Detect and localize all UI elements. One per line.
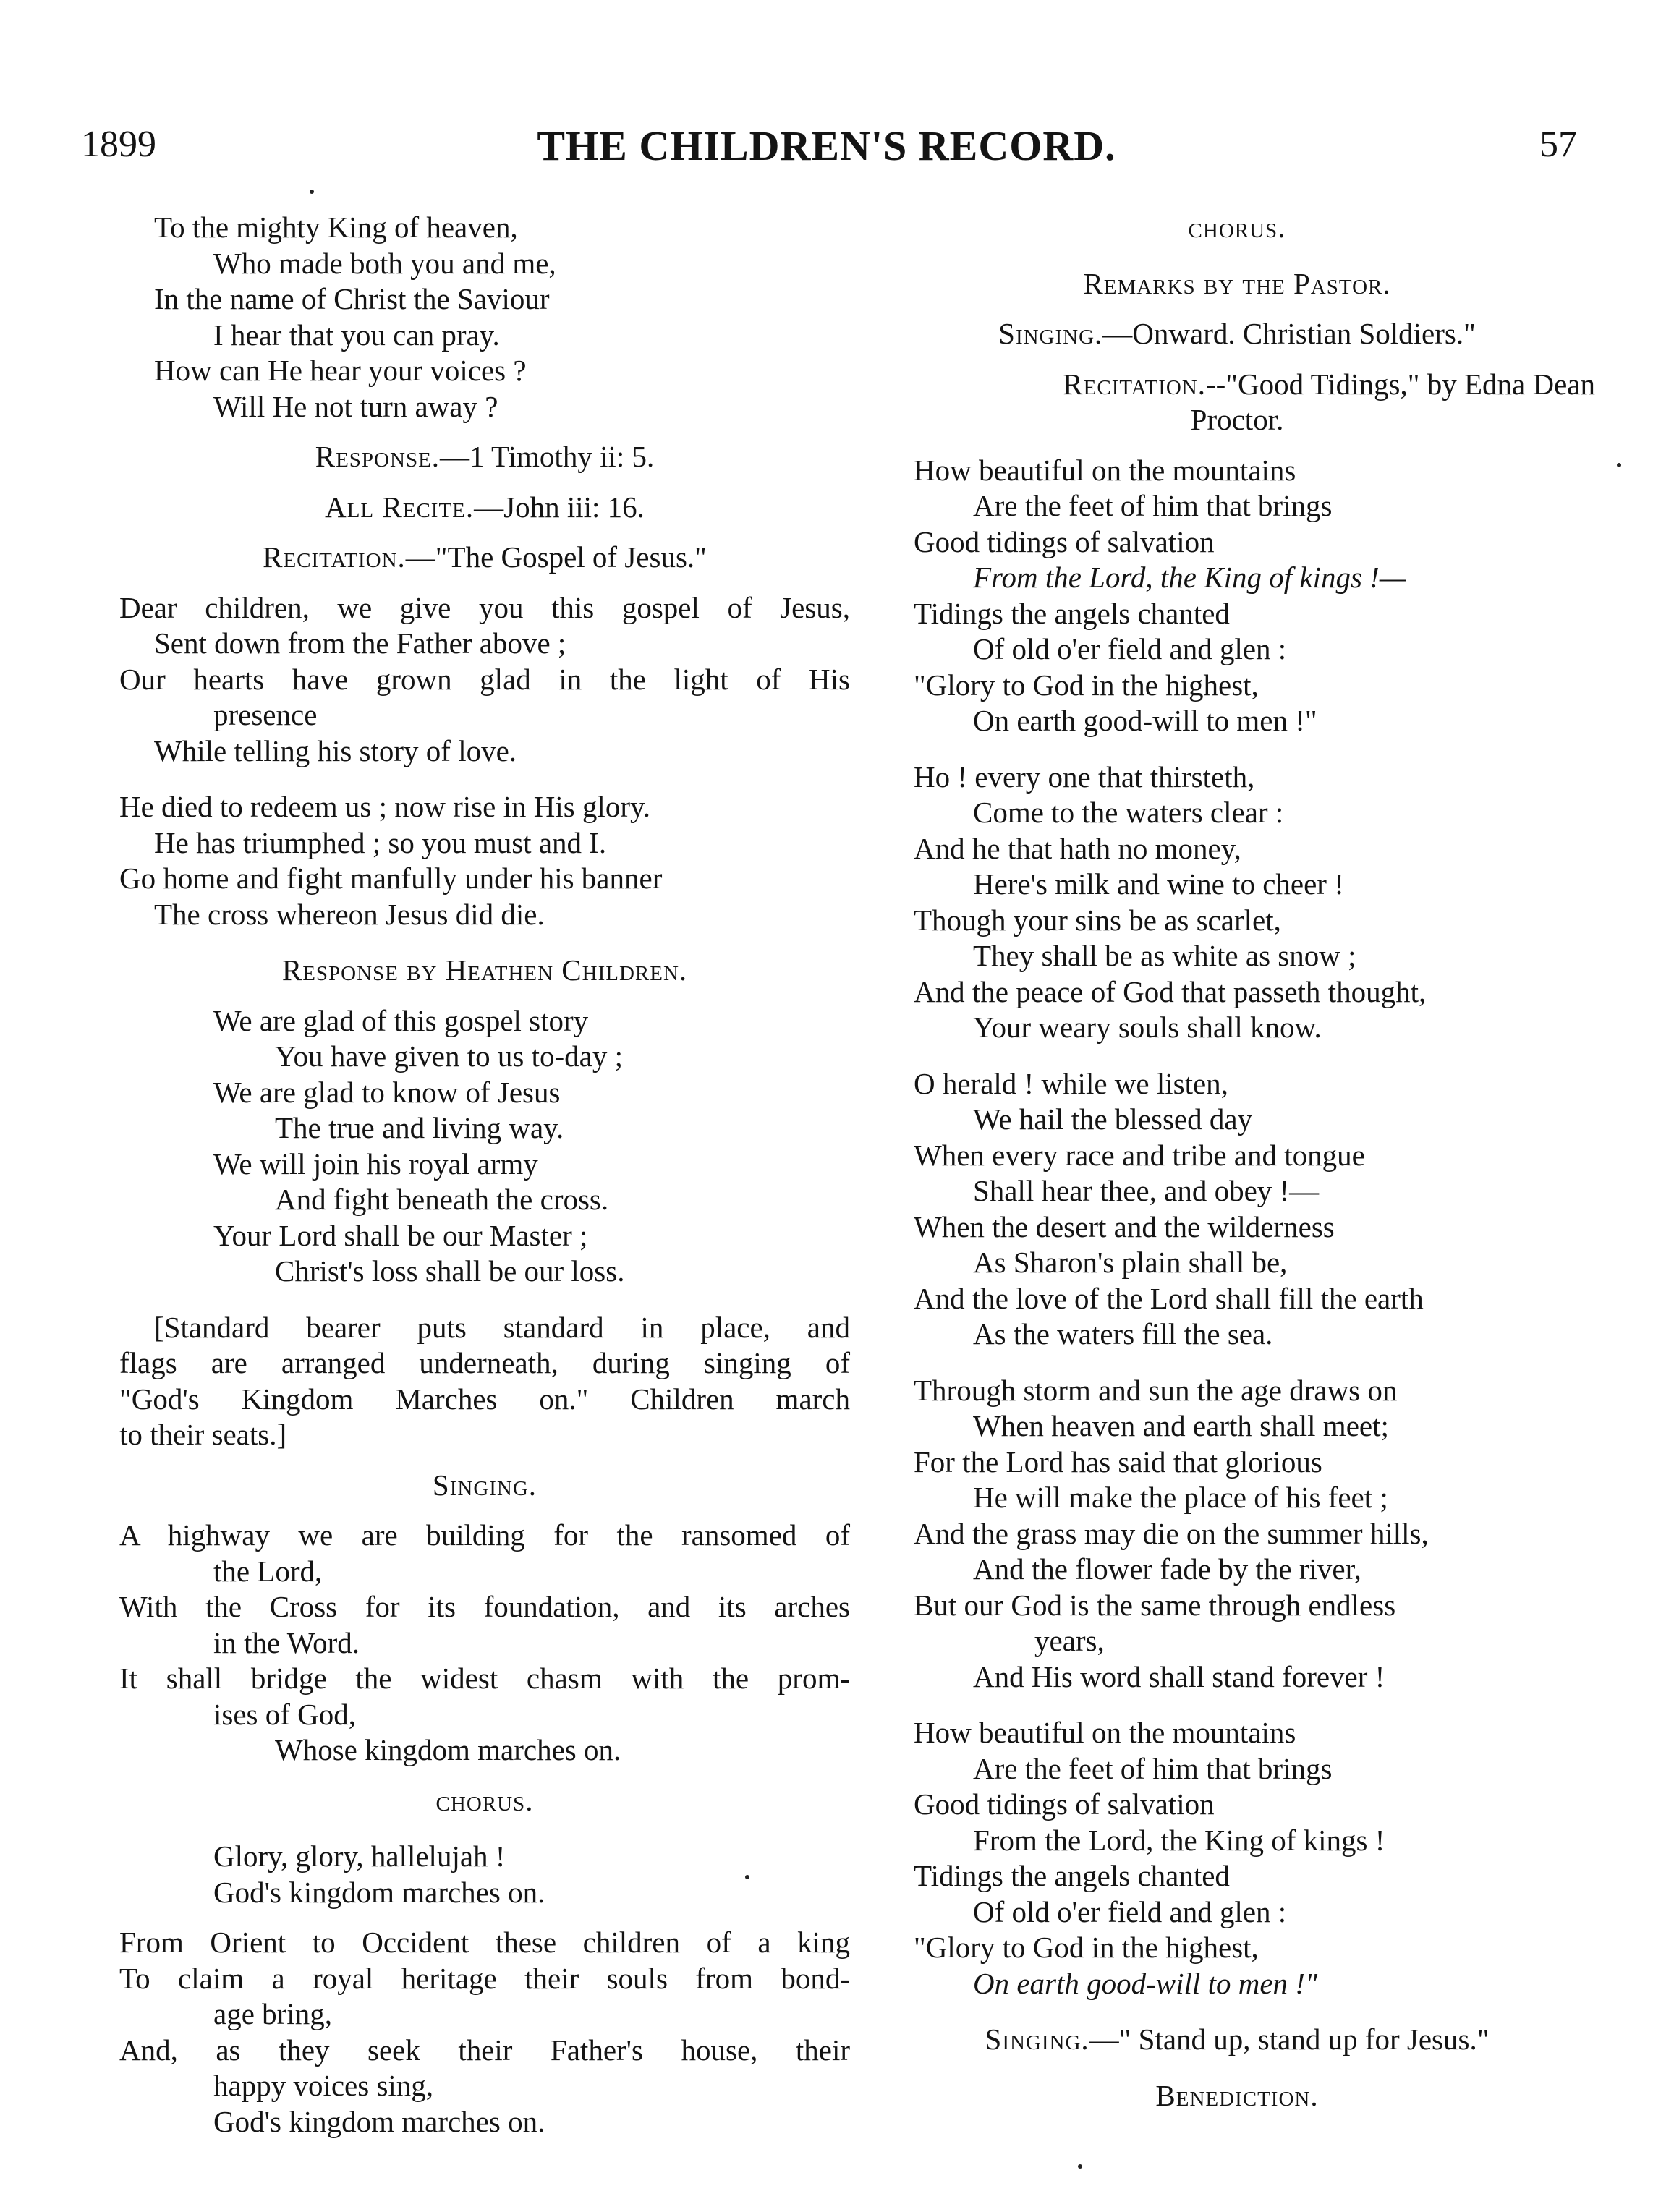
- poem-line: He will make the place of his feet ;: [973, 1481, 1388, 1514]
- tidings-stanza-3: [879, 1066, 1595, 1353]
- poem-line: God's kingdom marches on.: [213, 1875, 545, 1909]
- direction-line: [Standard bearer puts standard in place, and: [154, 1310, 850, 1344]
- gospel-stanza-1: [119, 590, 850, 770]
- chorus-heading: chorus.: [435, 1783, 534, 1817]
- poem-line: And fight beneath the cross.: [275, 1183, 609, 1216]
- recitation-label: Recitation.: [263, 540, 406, 574]
- poem-line: He died to redeem us ; now rise in His glory.: [119, 790, 651, 823]
- singing-heading: Singing.: [432, 1468, 537, 1502]
- poem-line: "Glory to God in the highest,: [914, 668, 1259, 702]
- poem-line: "Glory to God in the highest,: [914, 1931, 1259, 1964]
- response-reference: —1 Timothy ii: 5.: [440, 440, 655, 473]
- poem-line: Our hearts have grown glad in the light of His: [119, 662, 850, 696]
- direction-line: to their seats.]: [119, 1418, 287, 1451]
- benediction-heading: Benediction.: [1155, 2078, 1319, 2112]
- poem-line: Through storm and sun the age draws on: [914, 1373, 1398, 1407]
- hymn-stanza-2: [119, 1925, 850, 2140]
- print-speck: [310, 190, 314, 194]
- tidings-stanza-4: [879, 1373, 1595, 1696]
- poem-line: We hail the blessed day: [973, 1102, 1253, 1136]
- poem-line: Whose kingdom marches on.: [275, 1733, 621, 1766]
- poem-line: Here's milk and wine to cheer !: [973, 867, 1344, 901]
- page-title: THE CHILDREN'S RECORD.: [537, 122, 1116, 169]
- response-heathen-poem: [119, 1003, 850, 1290]
- poem-line: Though your sins be as scarlet,: [914, 903, 1281, 937]
- poem-line: Tidings the angels chanted: [914, 596, 1230, 630]
- poem-line: From Orient to Occident these children of a king: [119, 1926, 850, 1959]
- poem-line: Your Lord shall be our Master ;: [213, 1218, 588, 1252]
- poem-line: Go home and fight manfully under his banner: [119, 862, 663, 895]
- poem-line: When every race and tribe and tongue: [914, 1138, 1365, 1172]
- poem-line: The cross whereon Jesus did die.: [154, 897, 545, 931]
- poem-line: As Sharon's plain shall be,: [973, 1246, 1288, 1279]
- poem-line: Are the feet of him that brings: [973, 489, 1333, 522]
- direction-line: "God's Kingdom Marches on." Children march: [119, 1382, 850, 1416]
- poem-line: And His word shall stand forever !: [973, 1659, 1385, 1693]
- chorus-heading: chorus.: [1188, 210, 1286, 244]
- poem-line: Good tidings of salvation: [914, 1787, 1215, 1821]
- poem-line: For the Lord has said that glorious: [914, 1445, 1322, 1479]
- recitation-label: Recitation.: [1063, 367, 1206, 401]
- poem-line: Ho ! every one that thirsteth,: [914, 760, 1255, 794]
- poem-line: We are glad to know of Jesus: [213, 1075, 561, 1109]
- singing-label: Singing.: [998, 317, 1103, 350]
- poem-line: As the waters fill the sea.: [973, 1317, 1273, 1350]
- right-column: [879, 210, 1595, 2114]
- poem-line: To the mighty King of heaven,: [154, 210, 518, 244]
- poem-line: In the name of Christ the Saviour: [154, 282, 550, 315]
- poem-line: in the Word.: [213, 1625, 360, 1659]
- poem-line: When heaven and earth shall meet;: [973, 1409, 1389, 1442]
- poem-line: You have given to us to-day ;: [275, 1039, 623, 1073]
- poem-line: Of old o'er field and glen :: [973, 632, 1287, 665]
- page-number: 57: [1539, 124, 1577, 165]
- poem-line: I hear that you can pray.: [213, 318, 500, 352]
- response-timothy: [119, 439, 850, 475]
- poem-line: Glory, glory, hallelujah !: [213, 1839, 506, 1873]
- remarks-heading: Remarks by the Pastor.: [1083, 266, 1391, 300]
- poem-line: How beautiful on the mountains: [914, 1716, 1296, 1749]
- recitation-gospel-heading: [119, 540, 850, 576]
- all-recite-john: [119, 490, 850, 526]
- poem-line: While telling his story of love.: [154, 733, 517, 767]
- singing-stand-up: [879, 2022, 1595, 2058]
- poem-line: On earth good-will to men !": [973, 1966, 1318, 2000]
- poem-line: Of old o'er field and glen :: [973, 1894, 1287, 1928]
- poem-line: years,: [1034, 1624, 1105, 1657]
- poem-line: And, as they seek their Father's house, their: [119, 2033, 850, 2067]
- poem-line: Tidings the angels chanted: [914, 1859, 1230, 1892]
- recitation-author: Proctor.: [1190, 403, 1284, 436]
- poem-line: And the peace of God that passeth thought,: [914, 974, 1427, 1008]
- all-recite-reference: —John iii: 16.: [474, 490, 645, 524]
- poem-line: When the desert and the wilderness: [914, 1209, 1335, 1243]
- recitation-title: —"The Gospel of Jesus.": [405, 540, 707, 574]
- poem-line: From the Lord, the King of kings !—: [973, 561, 1406, 594]
- print-speck: [745, 1875, 749, 1879]
- singing-title: —" Stand up, stand up for Jesus.": [1089, 2022, 1490, 2056]
- poem-line: They shall be as white as snow ;: [973, 939, 1356, 972]
- poem-line: He has triumphed ; so you must and I.: [154, 825, 607, 859]
- gospel-stanza-2: [119, 789, 850, 932]
- singing-onward: [879, 316, 1595, 352]
- tidings-stanza-5: [879, 1715, 1595, 2002]
- response-label: Response.: [315, 440, 441, 473]
- stage-direction: [119, 1310, 850, 1453]
- poem-line: ises of God,: [213, 1697, 357, 1731]
- chorus: [119, 1839, 850, 1910]
- poem-line: Come to the waters clear :: [973, 796, 1284, 829]
- poem-line: Good tidings of salvation: [914, 524, 1215, 558]
- poem-line: With the Cross for its foundation, and its arches: [119, 1590, 850, 1623]
- left-column: [119, 210, 850, 2140]
- poem-line: But our God is the same through endless: [914, 1588, 1396, 1622]
- poem-line: Will He not turn away ?: [213, 389, 498, 423]
- poem-line: happy voices sing,: [213, 2069, 434, 2102]
- poem-line: It shall bridge the widest chasm with the prom-: [119, 1662, 850, 1695]
- poem-line: How can He hear your voices ?: [154, 354, 527, 387]
- poem-line: How beautiful on the mountains: [914, 453, 1296, 487]
- poem-line: And he that hath no money,: [914, 831, 1241, 865]
- page-header: [0, 123, 1653, 181]
- poem-line: presence: [213, 698, 318, 731]
- poem-line: Your weary souls shall know.: [973, 1011, 1322, 1044]
- poem-line: And the flower fade by the river,: [973, 1552, 1361, 1586]
- poem-line: age bring,: [213, 1997, 332, 2030]
- recitation-title: --"Good Tidings," by Edna Dean: [1206, 367, 1595, 401]
- poem-line: And the love of the Lord shall fill the earth: [914, 1281, 1424, 1315]
- direction-line: flags are arranged underneath, during singing of: [119, 1346, 850, 1379]
- header-year: 1899: [81, 124, 156, 165]
- singing-title: —Onward. Christian Soldiers.": [1102, 317, 1476, 350]
- poem-king-of-heaven: [119, 210, 850, 425]
- poem-line: We are glad of this gospel story: [213, 1003, 589, 1037]
- response-heathen-children-heading: Response by Heathen Children.: [281, 953, 688, 987]
- poem-line: Christ's loss shall be our loss.: [275, 1254, 625, 1288]
- poem-line: On earth good-will to men !": [973, 704, 1317, 737]
- poem-line: Shall hear thee, and obey !—: [973, 1174, 1320, 1207]
- poem-line: Dear children, we give you this gospel of Jesus,: [119, 590, 850, 624]
- all-recite-label: All Recite.: [325, 490, 475, 524]
- print-speck: [1078, 2164, 1082, 2169]
- poem-line: O herald ! while we listen,: [914, 1066, 1228, 1100]
- poem-line: Who made both you and me,: [213, 246, 556, 280]
- singing-label: Singing.: [985, 2022, 1089, 2056]
- tidings-stanza-2: [879, 760, 1595, 1046]
- poem-line: The true and living way.: [275, 1111, 564, 1144]
- tidings-stanza-1: [879, 453, 1595, 739]
- recitation-good-tidings-heading: [879, 367, 1595, 438]
- poem-line: From the Lord, the King of kings !: [973, 1823, 1385, 1857]
- poem-line: Are the feet of him that brings: [973, 1751, 1333, 1785]
- print-speck: [1617, 463, 1621, 467]
- poem-line: the Lord,: [213, 1554, 323, 1588]
- poem-line: And the grass may die on the summer hills,: [914, 1516, 1429, 1550]
- poem-line: We will join his royal army: [213, 1147, 538, 1181]
- poem-line: To claim a royal heritage their souls from bond-: [119, 1961, 850, 1995]
- poem-line: A highway we are building for the ransomed of: [119, 1518, 850, 1552]
- poem-line: Sent down from the Father above ;: [154, 626, 566, 660]
- hymn-stanza-1: [119, 1518, 850, 1769]
- poem-line: God's kingdom marches on.: [213, 2104, 545, 2138]
